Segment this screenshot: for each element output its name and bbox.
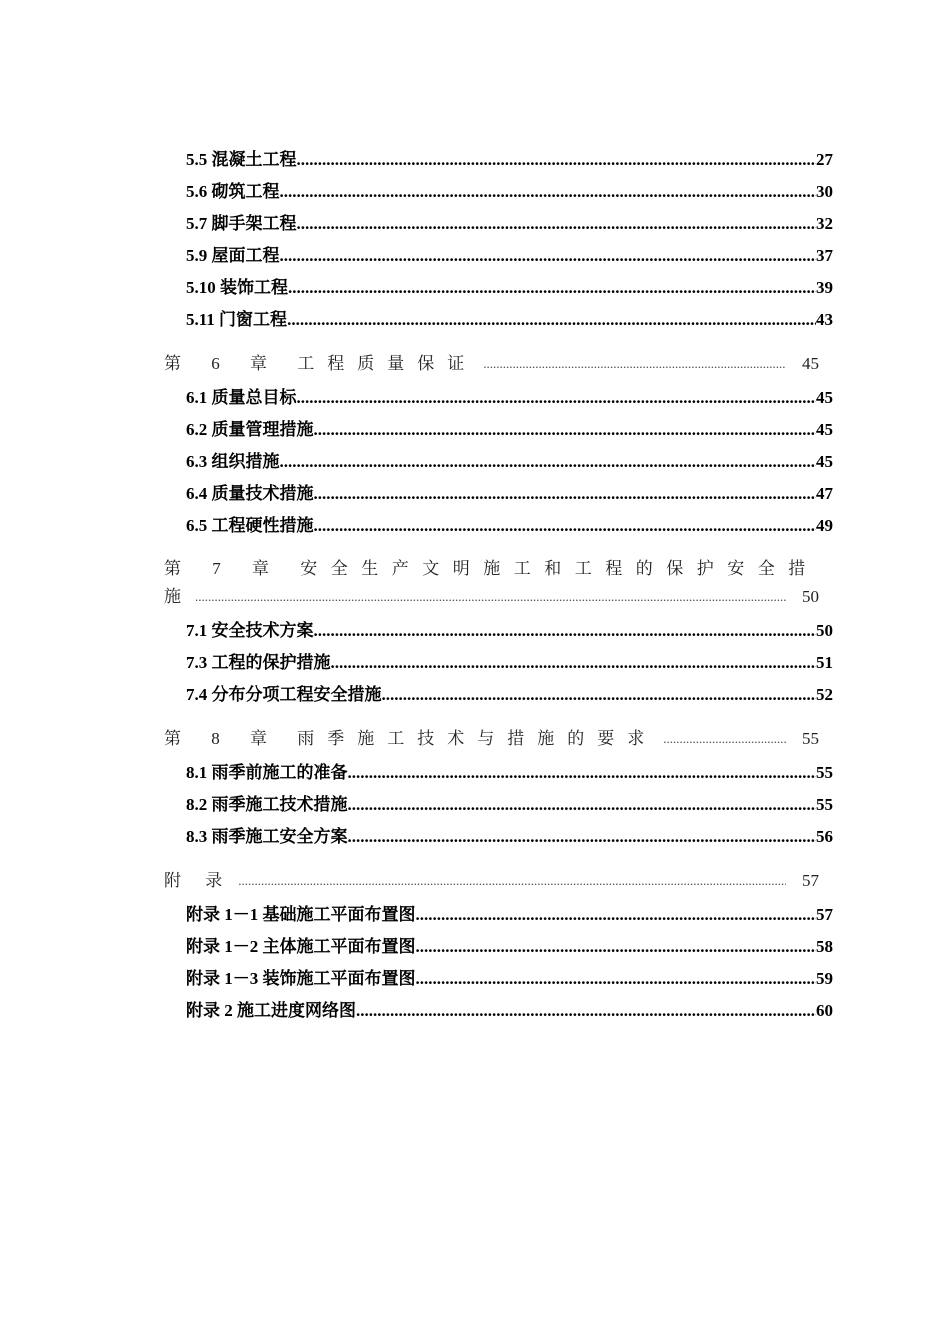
toc-entry-page: 55	[816, 763, 833, 782]
chapter-title-line1[interactable]: 第 7 章 安全生产文明施工和工程的保护安全措	[164, 559, 819, 578]
dot-leader	[382, 683, 817, 707]
toc-entry[interactable]	[186, 903, 833, 927]
toc-entry-title: 6.1 质量总目标	[186, 388, 297, 407]
dot-leader	[280, 450, 817, 474]
dot-leader	[416, 967, 817, 991]
dot-leader	[297, 148, 817, 172]
toc-entry[interactable]	[186, 967, 833, 991]
toc-entry-title: 6.2 质量管理措施	[186, 420, 314, 439]
dot-leader	[280, 180, 817, 204]
toc-entry[interactable]	[186, 418, 833, 442]
toc-entry-page: 60	[816, 1001, 833, 1020]
toc-entry[interactable]	[186, 450, 833, 474]
toc-entry-title: 附录 1－3 装饰施工平面布置图	[186, 969, 416, 988]
toc-entry[interactable]	[186, 276, 833, 300]
toc-entry[interactable]	[186, 514, 833, 538]
toc-entry-page: 30	[816, 182, 833, 201]
toc-entry[interactable]	[186, 761, 833, 785]
toc-chapter[interactable]	[164, 869, 819, 893]
toc-entry-page: 52	[816, 685, 833, 704]
toc-entry-page: 58	[816, 937, 833, 956]
toc-entry[interactable]	[186, 212, 833, 236]
toc-entry-page: 32	[816, 214, 833, 233]
toc-entry[interactable]	[186, 386, 833, 410]
toc-entry-title: 附录 1－2 主体施工平面布置图	[186, 937, 416, 956]
toc-entry-page: 27	[816, 150, 833, 169]
toc-entry-title: 5.7 脚手架工程	[186, 214, 297, 233]
chapter-page: 50	[802, 587, 819, 606]
toc-entry-title: 8.3 雨季施工安全方案	[186, 827, 348, 846]
dot-leader	[297, 386, 817, 410]
toc-entry-title: 6.5 工程硬性措施	[186, 516, 314, 535]
toc-entry-title: 5.9 屋面工程	[186, 246, 280, 265]
toc-entry-title: 7.3 工程的保护措施	[186, 653, 331, 672]
dot-leader	[348, 793, 817, 817]
dot-leader	[348, 761, 817, 785]
toc-entry-title: 5.10 装饰工程	[186, 278, 288, 297]
dot-leader	[238, 869, 786, 893]
dot-leader	[483, 352, 786, 376]
toc-entry-title: 附录 2 施工进度网络图	[186, 1001, 356, 1020]
appendix-page: 57	[802, 871, 819, 890]
toc-entry-page: 59	[816, 969, 833, 988]
dot-leader	[314, 482, 817, 506]
toc-entry[interactable]	[186, 683, 833, 707]
toc-entry-title: 6.3 组织措施	[186, 452, 280, 471]
toc-entry-title: 7.4 分布分项工程安全措施	[186, 685, 382, 704]
toc-entry-page: 37	[816, 246, 833, 265]
dot-leader	[314, 619, 817, 643]
dot-leader	[663, 727, 786, 751]
chapter-page: 45	[802, 354, 819, 373]
appendix-title: 附 录	[164, 871, 233, 890]
toc-entry[interactable]	[186, 244, 833, 268]
dot-leader	[195, 585, 786, 609]
dot-leader	[280, 244, 817, 268]
toc-entry-page: 56	[816, 827, 833, 846]
dot-leader	[314, 514, 817, 538]
dot-leader	[297, 212, 817, 236]
toc-entry[interactable]	[186, 651, 833, 675]
toc-entry[interactable]	[186, 935, 833, 959]
toc-entry-page: 39	[816, 278, 833, 297]
toc-entry[interactable]	[186, 619, 833, 643]
toc-entry-title: 7.1 安全技术方案	[186, 621, 314, 640]
toc-entry-title: 5.6 砌筑工程	[186, 182, 280, 201]
toc-entry[interactable]	[186, 148, 833, 172]
dot-leader	[287, 308, 816, 332]
chapter-title: 第 6 章 工程质量保证	[164, 354, 478, 373]
toc-entry-page: 45	[816, 452, 833, 471]
chapter-title: 第 8 章 雨季施工技术与措施的要求	[164, 729, 658, 748]
toc-entry-page: 51	[816, 653, 833, 672]
toc-entry-page: 55	[816, 795, 833, 814]
toc-entry[interactable]	[186, 793, 833, 817]
chapter-title-line2: 施	[164, 587, 181, 606]
dot-leader	[356, 999, 816, 1023]
toc-entry-page: 57	[816, 905, 833, 924]
toc-entry-title: 8.1 雨季前施工的准备	[186, 763, 348, 782]
chapter-page: 55	[802, 729, 819, 748]
toc-entry[interactable]	[186, 999, 833, 1023]
toc-entry-page: 47	[816, 484, 833, 503]
toc-chapter[interactable]	[164, 585, 819, 609]
toc-entry-page: 50	[816, 621, 833, 640]
toc-entry-page: 43	[816, 310, 833, 329]
toc-entry[interactable]	[186, 180, 833, 204]
dot-leader	[288, 276, 816, 300]
dot-leader	[348, 825, 817, 849]
toc-entry-title: 5.11 门窗工程	[186, 310, 288, 329]
toc-entry-title: 5.5 混凝土工程	[186, 150, 297, 169]
toc-entry-page: 49	[816, 516, 833, 535]
toc-entry-page: 45	[816, 388, 833, 407]
toc-entry-title: 6.4 质量技术措施	[186, 484, 314, 503]
toc-entry-title: 附录 1－1 基础施工平面布置图	[186, 905, 416, 924]
toc-chapter[interactable]	[164, 727, 819, 751]
toc-entry[interactable]	[186, 825, 833, 849]
dot-leader	[331, 651, 817, 675]
dot-leader	[314, 418, 817, 442]
toc-entry-title: 8.2 雨季施工技术措施	[186, 795, 348, 814]
toc-entry-page: 45	[816, 420, 833, 439]
toc-entry[interactable]	[186, 482, 833, 506]
toc-entry[interactable]	[186, 308, 833, 332]
dot-leader	[416, 935, 817, 959]
dot-leader	[416, 903, 817, 927]
toc-chapter[interactable]	[164, 352, 819, 376]
